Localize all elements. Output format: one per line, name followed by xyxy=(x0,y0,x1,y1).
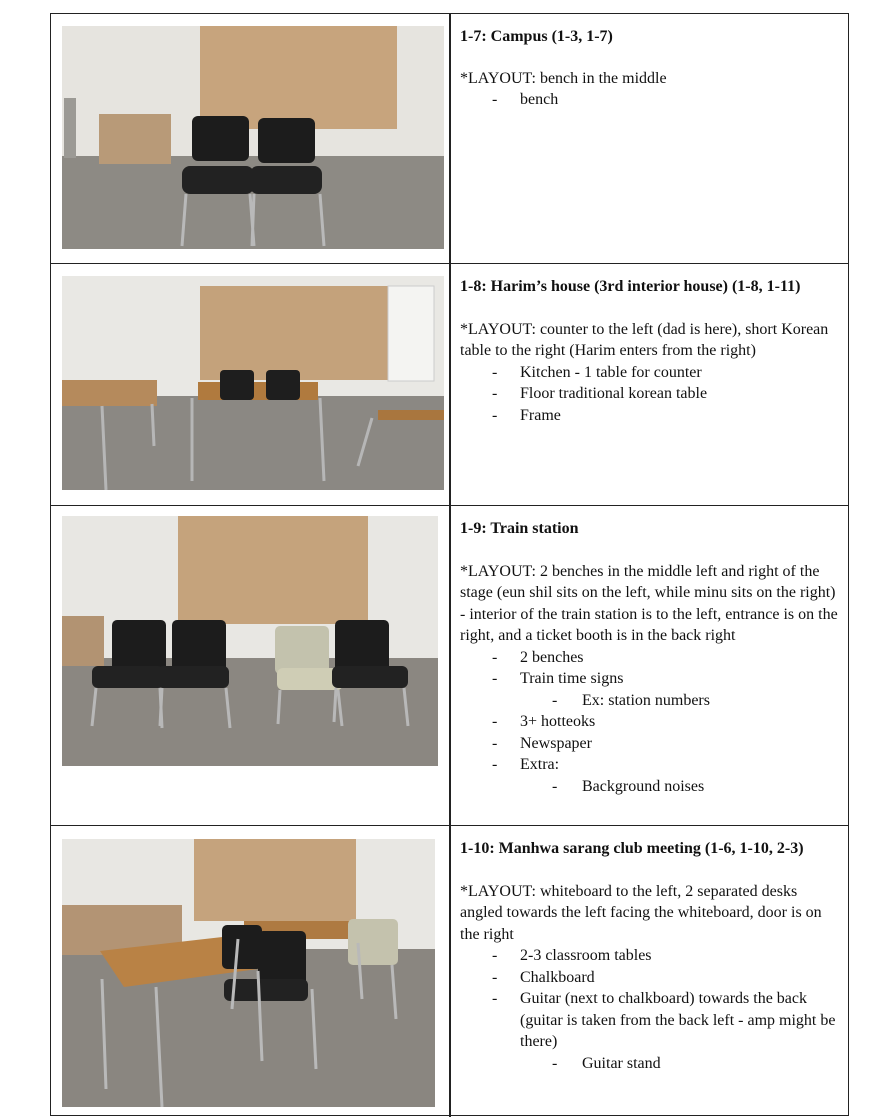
table-row xyxy=(51,826,848,1117)
scene-description xyxy=(460,276,838,426)
list-item: - Extra: xyxy=(460,754,838,776)
list-item: - Train time signs xyxy=(460,668,838,690)
list-item: - Newspaper xyxy=(460,733,838,755)
photo-club-meeting-icon xyxy=(62,839,435,1107)
scene-table xyxy=(50,13,849,1116)
column-divider xyxy=(449,506,451,825)
scene-photo xyxy=(62,26,444,249)
list-item: - 2-3 classroom tables xyxy=(460,945,838,967)
scene-description xyxy=(460,26,838,111)
prop-list xyxy=(460,89,838,111)
list-item: - Guitar (next to chalkboard) towards the back (guitar is taken from the back left - amp might be there) xyxy=(460,988,838,1053)
layout-note: *LAYOUT: whiteboard to the left, 2 separated desks angled towards the left facing the whiteboard, door is on the right xyxy=(460,882,822,943)
scene-title: 1-9: Train station xyxy=(460,520,579,537)
photo-train-station-icon xyxy=(62,516,438,766)
layout-note: *LAYOUT: 2 benches in the middle left and right of the stage (eun shil sits on the left, while minu sits on the right) - interior of the train station is to the left, entrance is on the right, and a ticket booth is in the back right xyxy=(460,562,838,644)
prop-list xyxy=(460,362,838,427)
list-item: - bench xyxy=(460,89,838,111)
table-row xyxy=(51,506,848,826)
prop-list xyxy=(460,647,838,798)
column-divider xyxy=(449,826,451,1117)
list-item: - Kitchen - 1 table for counter xyxy=(460,362,838,384)
layout-note: *LAYOUT: counter to the left (dad is here), short Korean table to the right (Harim enters from the right) xyxy=(460,320,829,359)
list-item: - Chalkboard xyxy=(460,967,838,989)
scene-description xyxy=(460,518,838,797)
scene-title: 1-10: Manhwa sarang club meeting (1-6, 1-10, 2-3) xyxy=(460,840,804,857)
layout-note: *LAYOUT: bench in the middle xyxy=(460,69,667,87)
list-item: - 3+ hotteoks xyxy=(460,711,838,733)
scene-title: 1-7: Campus (1-3, 1-7) xyxy=(460,28,613,45)
scene-photo xyxy=(62,516,438,766)
list-item: - Guitar stand xyxy=(460,1053,838,1075)
table-row xyxy=(51,264,848,506)
table-row xyxy=(51,14,848,264)
column-divider xyxy=(449,14,451,263)
scene-title: 1-8: Harim’s house (3rd interior house) (1-8, 1-11) xyxy=(460,278,801,295)
scene-photo xyxy=(62,276,444,490)
list-item: - Ex: station numbers xyxy=(460,690,838,712)
photo-harims-house-icon xyxy=(62,276,444,490)
list-item: - Frame xyxy=(460,405,838,427)
prop-list xyxy=(460,945,838,1074)
photo-campus-icon xyxy=(62,26,444,249)
list-item: - Floor traditional korean table xyxy=(460,383,838,405)
column-divider xyxy=(449,264,451,505)
scene-description xyxy=(460,838,838,1074)
list-item: - Background noises xyxy=(460,776,838,798)
scene-photo xyxy=(62,839,435,1107)
list-item: - 2 benches xyxy=(460,647,838,669)
